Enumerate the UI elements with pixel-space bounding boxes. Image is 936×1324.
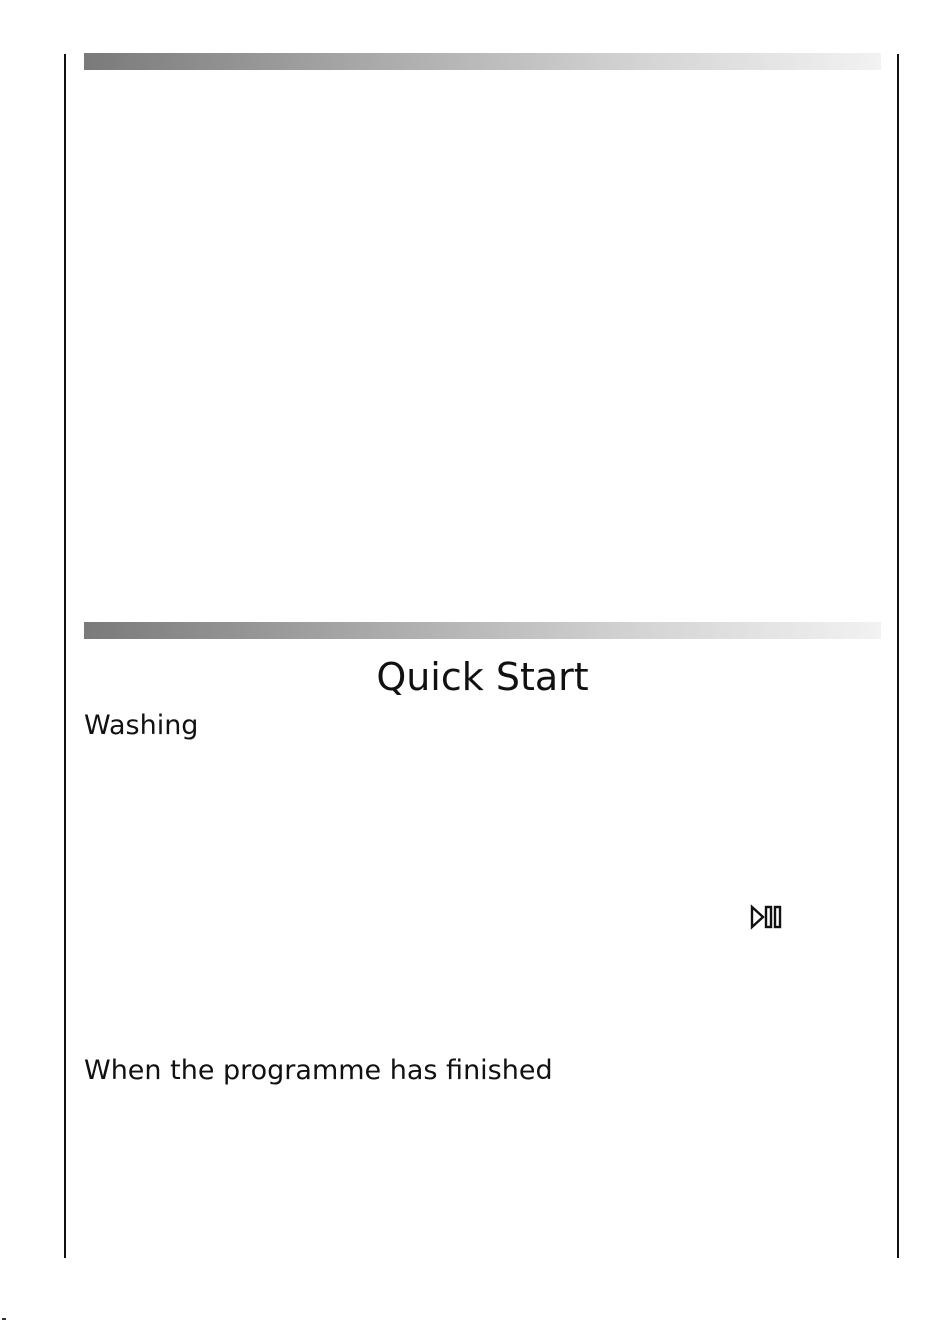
- section-gradient-band: [84, 622, 881, 639]
- section-heading-washing: Washing: [84, 710, 199, 741]
- page-border-right: [897, 54, 899, 1258]
- page-border-left: [64, 54, 66, 1258]
- page-title: Quick Start: [376, 655, 589, 699]
- header-gradient-band: [84, 53, 881, 70]
- crop-mark: [2, 1318, 6, 1320]
- play-pause-icon: [749, 904, 785, 934]
- section-heading-finished: When the programme has finished: [84, 1055, 553, 1086]
